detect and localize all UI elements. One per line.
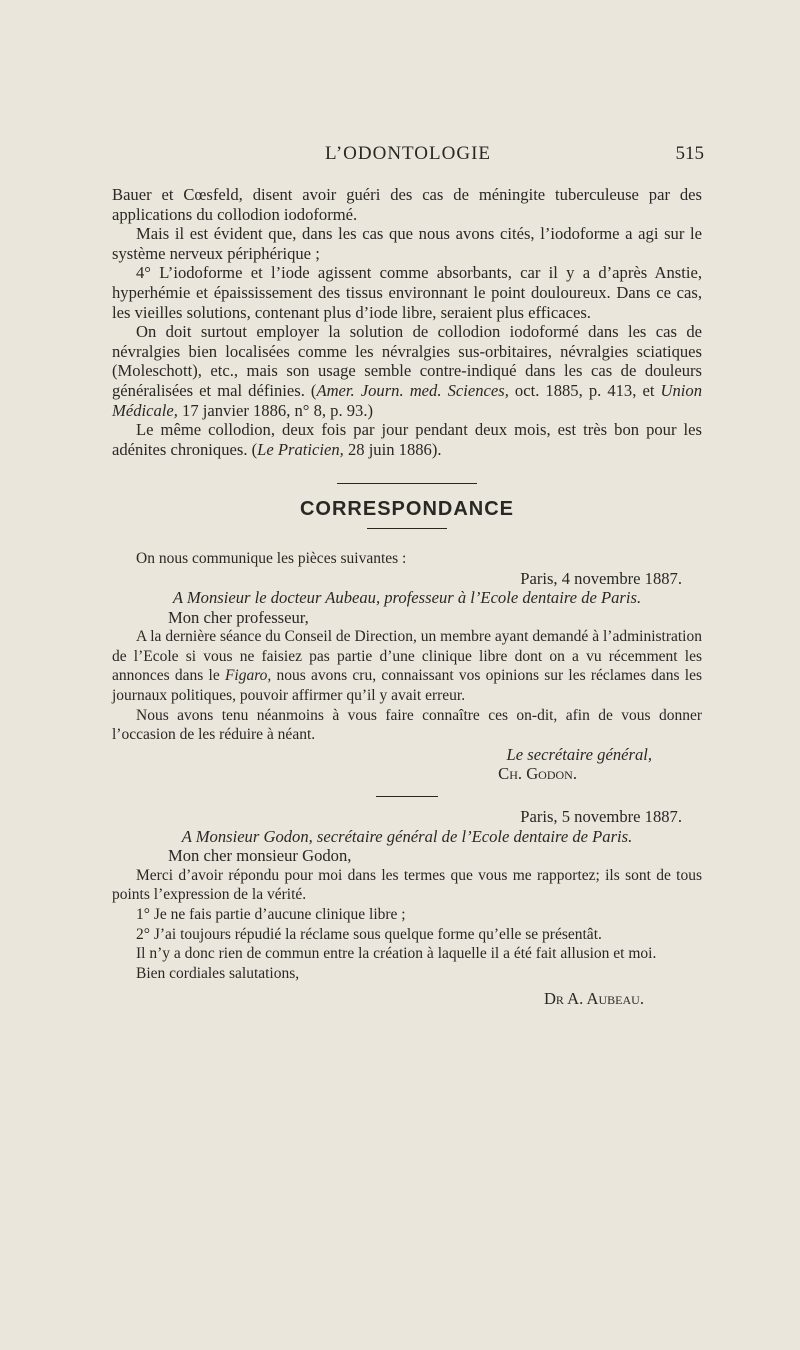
letter-paragraph	[112, 627, 702, 705]
paragraph	[112, 420, 702, 459]
letter-paragraph: Merci d’avoir répondu pour moi dans les termes que vous me rapportez; ils sont de tous points l’expression de la vérité.	[112, 866, 702, 904]
section-title: CORRESPONDANCE	[299, 498, 515, 521]
letter-address: A Monsieur le docteur Aubeau, professeur à l’Ecole dentaire de Paris.	[172, 588, 642, 608]
letter-paragraph: 1° Je ne fais partie d’aucune clinique libre ;	[136, 906, 406, 923]
section-intro: On nous communique les pièces suivantes :	[136, 549, 407, 567]
letter-salutation: Mon cher professeur,	[168, 607, 309, 627]
page-header	[112, 143, 704, 171]
letter-salutation: Mon cher monsieur Godon,	[168, 846, 352, 866]
text-run: On doit surtout employer la solution de collodion iodoformé dans les cas de névralgies bien localisées comme les névralgies sus-orbitaires, névralgies sciatiques (Moleschott), etc., mais son usage semble contre-indiqué dans les cas de douleurs généralisées et mal définies. (	[112, 322, 702, 400]
letter-date: Paris, 4 novembre 1887.	[520, 568, 682, 588]
page-number: 515	[675, 143, 704, 164]
text-run: 28 juin 1886).	[343, 439, 442, 459]
letter-closing: Bien cordiales salutations,	[136, 964, 300, 982]
paragraph	[112, 322, 702, 420]
signature-name: Ch. Godon.	[498, 764, 577, 784]
letter-paragraph: Il n’y a donc rien de commun entre la création à laquelle il a été fait allusion et moi.	[136, 945, 657, 963]
signature-role: Le secrétaire général,	[506, 744, 652, 764]
page-body	[112, 185, 702, 1009]
text-run: nous avons cru, connaissant vos opinions sur les réclames dans les journaux politiques, pouvoir affirmer qu’il y avait erreur.	[112, 667, 702, 705]
section-divider	[337, 483, 477, 484]
title-underline	[367, 528, 447, 529]
letter-divider	[376, 796, 438, 797]
signature-name: Dr A. Aubeau.	[543, 989, 644, 1009]
text-run: oct. 1885, p. 413, et	[508, 380, 661, 400]
citation: Union Médicale,	[112, 380, 702, 420]
running-title: L’ODONTOLOGIE	[324, 143, 492, 164]
text-run: 17 janvier 1886, n° 8, p. 93.)	[177, 400, 374, 420]
citation: Le Praticien,	[257, 439, 344, 459]
text-run: A la dernière séance du Conseil de Direction, un membre ayant demandé à l’administration de l’Ecole si vous ne faisiez pas partie d’une clinique libre dont on a vu récemment les annonces dans le	[112, 628, 702, 685]
letter-address: A Monsieur Godon, secrétaire général de l’Ecole dentaire de Paris.	[181, 826, 633, 846]
letter-paragraph: 2° J’ai toujours répudié la réclame sous quelque forme qu’elle se présentât.	[136, 925, 602, 943]
paragraph: Bauer et Cœsfeld, disent avoir guéri des cas de méningite tuberculeuse par des applications du collodion iodoformé.	[112, 185, 702, 224]
text-run: Le même collodion, deux fois par jour pendant deux mois, est très bon pour les adénites chroniques. (	[112, 420, 702, 459]
letter-paragraph: Nous avons tenu néanmoins à vous faire connaître ces on-dit, afin de vous donner l’occasion de les réduire à néant.	[112, 706, 702, 744]
citation: Figaro,	[224, 667, 272, 685]
citation: Amer. Journ. med. Sciences,	[316, 380, 509, 400]
paragraph: Mais il est évident que, dans les cas que nous avons cités, l’iodoforme a agi sur le système nerveux périphérique ;	[112, 224, 702, 263]
paragraph: 4° L’iodoforme et l’iode agissent comme absorbants, car il y a d’après Anstie, hyperhémie et épaississement des tissus environnant le point douloureux. Dans ce cas, les vieilles solutions, contenant plus d’iode libre, seraient plus efficaces.	[112, 263, 702, 322]
letter-date: Paris, 5 novembre 1887.	[520, 807, 682, 827]
